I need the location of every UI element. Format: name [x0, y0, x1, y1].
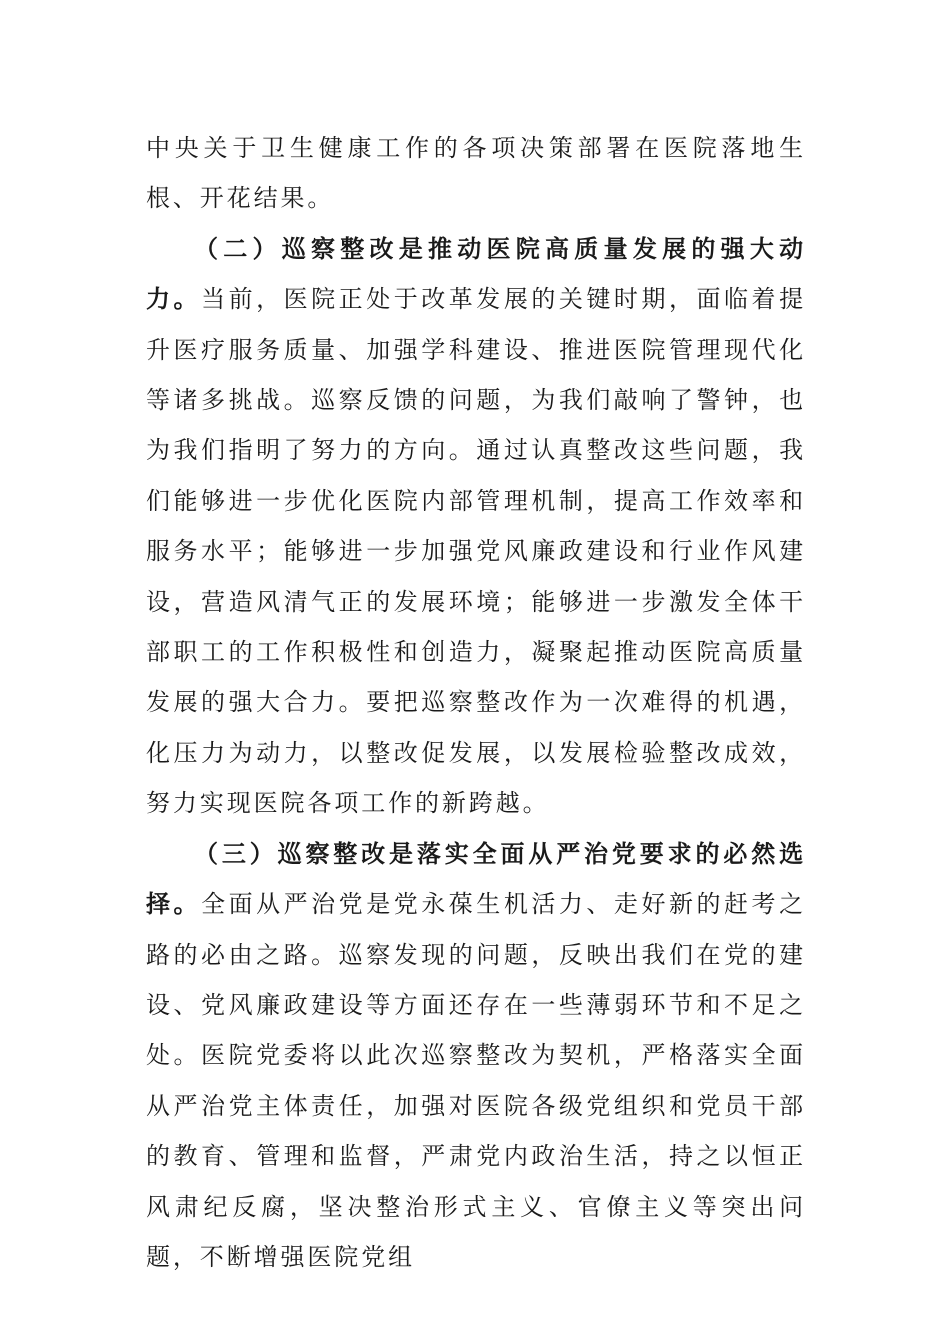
- section-2-heading: （二）巡察整改是推动医院高质量发展的强大动力。: [146, 233, 806, 314]
- paragraph-section-2: [146, 224, 806, 829]
- section-3-heading: （三）巡察整改是落实全面从严治党要求的必然选择。: [146, 838, 806, 919]
- continuation-text: 中央关于卫生健康工作的各项决策部署在医院落地生根、开花结果。: [146, 134, 806, 213]
- section-3-body: 全面从严治党是党永葆生机活力、走好新的赶考之路的必由之路。巡察发现的问题，反映出我们在党的建设、党风廉政建设等方面还存在一些薄弱环节和不足之处。医院党委将以此次巡察整改为契机，严格落实全面从严治党主体责任，加强对医院各级党组织和党员干部的教育、管理和监督，严肃党内政治生活，持之以恒正风肃纪反腐，坚决整治形式主义、官僚主义等突出问题，不断增强医院党组: [146, 890, 806, 1271]
- paragraph-continuation: [146, 123, 806, 224]
- section-2-body: 当前，医院正处于改革发展的关键时期，面临着提升医疗服务质量、加强学科建设、推进医院管理现代化等诸多挑战。巡察反馈的问题，为我们敲响了警钟，也为我们指明了努力的方向。通过认真整改这些问题，我们能够进一步优化医院内部管理机制，提高工作效率和服务水平；能够进一步加强党风廉政建设和行业作风建设，营造风清气正的发展环境；能够进一步激发全体干部职工的工作积极性和创造力，凝聚起推动医院高质量发展的强大合力。要把巡察整改作为一次难得的机遇，化压力为动力，以整改促发展，以发展检验整改成效，努力实现医院各项工作的新跨越。: [146, 285, 806, 818]
- paragraph-section-3: [146, 829, 806, 1283]
- body-text: [146, 123, 806, 1282]
